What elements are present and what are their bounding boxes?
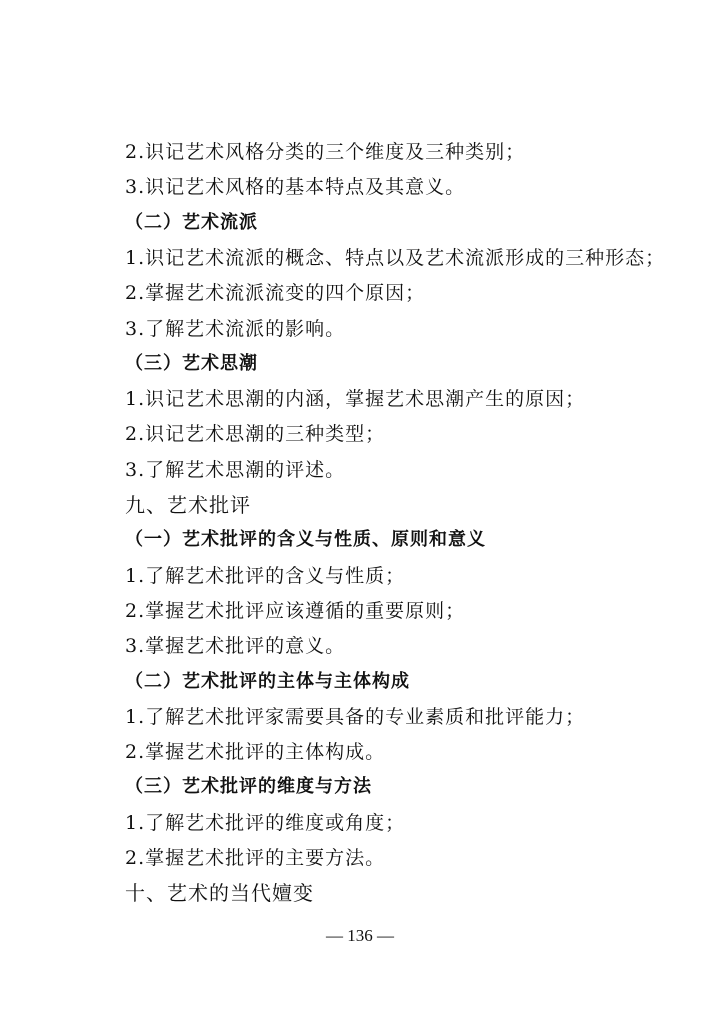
list-item: 1.了解艺术批评家需要具备的专业素质和批评能力；: [125, 705, 586, 728]
section-heading: 十、艺术的当代嬗变: [125, 881, 314, 906]
list-item: 3.了解艺术思潮的评述。: [125, 458, 346, 481]
subsection-heading: （二）艺术流派: [125, 211, 258, 233]
list-item: 2.识记艺术风格分类的三个维度及三种类别；: [125, 141, 526, 163]
list-item: 1.了解艺术批评的含义与性质；: [125, 564, 406, 587]
list-item: 2.掌握艺术流派流变的四个原因；: [125, 282, 426, 305]
list-item: 2.掌握艺术批评的主体构成。: [125, 741, 386, 764]
subsection-heading: （二）艺术批评的主体与主体构成: [125, 670, 410, 692]
list-item: 1.识记艺术思潮的内涵，掌握艺术思潮产生的原因；: [125, 388, 586, 411]
list-item: 2.识记艺术思潮的三种类型；: [125, 423, 386, 446]
list-item: 3.了解艺术流派的影响。: [125, 317, 346, 340]
section-heading: 九、艺术批评: [125, 493, 251, 517]
subsection-heading: （三）艺术思潮: [125, 352, 258, 374]
list-item: 3.掌握艺术批评的意义。: [125, 635, 346, 658]
list-item: 2.掌握艺术批评的主要方法。: [125, 847, 386, 869]
list-item: 2.掌握艺术批评应该遵循的重要原则；: [125, 599, 466, 622]
page-number: — 136 —: [326, 926, 394, 945]
list-item: 1.识记艺术流派的概念、特点以及艺术流派形成的三种形态；: [125, 246, 666, 269]
list-item: 1.了解艺术批评的维度或角度；: [125, 811, 406, 834]
subsection-heading: （一）艺术批评的含义与性质、原则和意义: [125, 529, 486, 551]
subsection-heading: （三）艺术批评的维度与方法: [125, 776, 372, 798]
list-item: 3.识记艺术风格的基本特点及其意义。: [125, 176, 466, 199]
